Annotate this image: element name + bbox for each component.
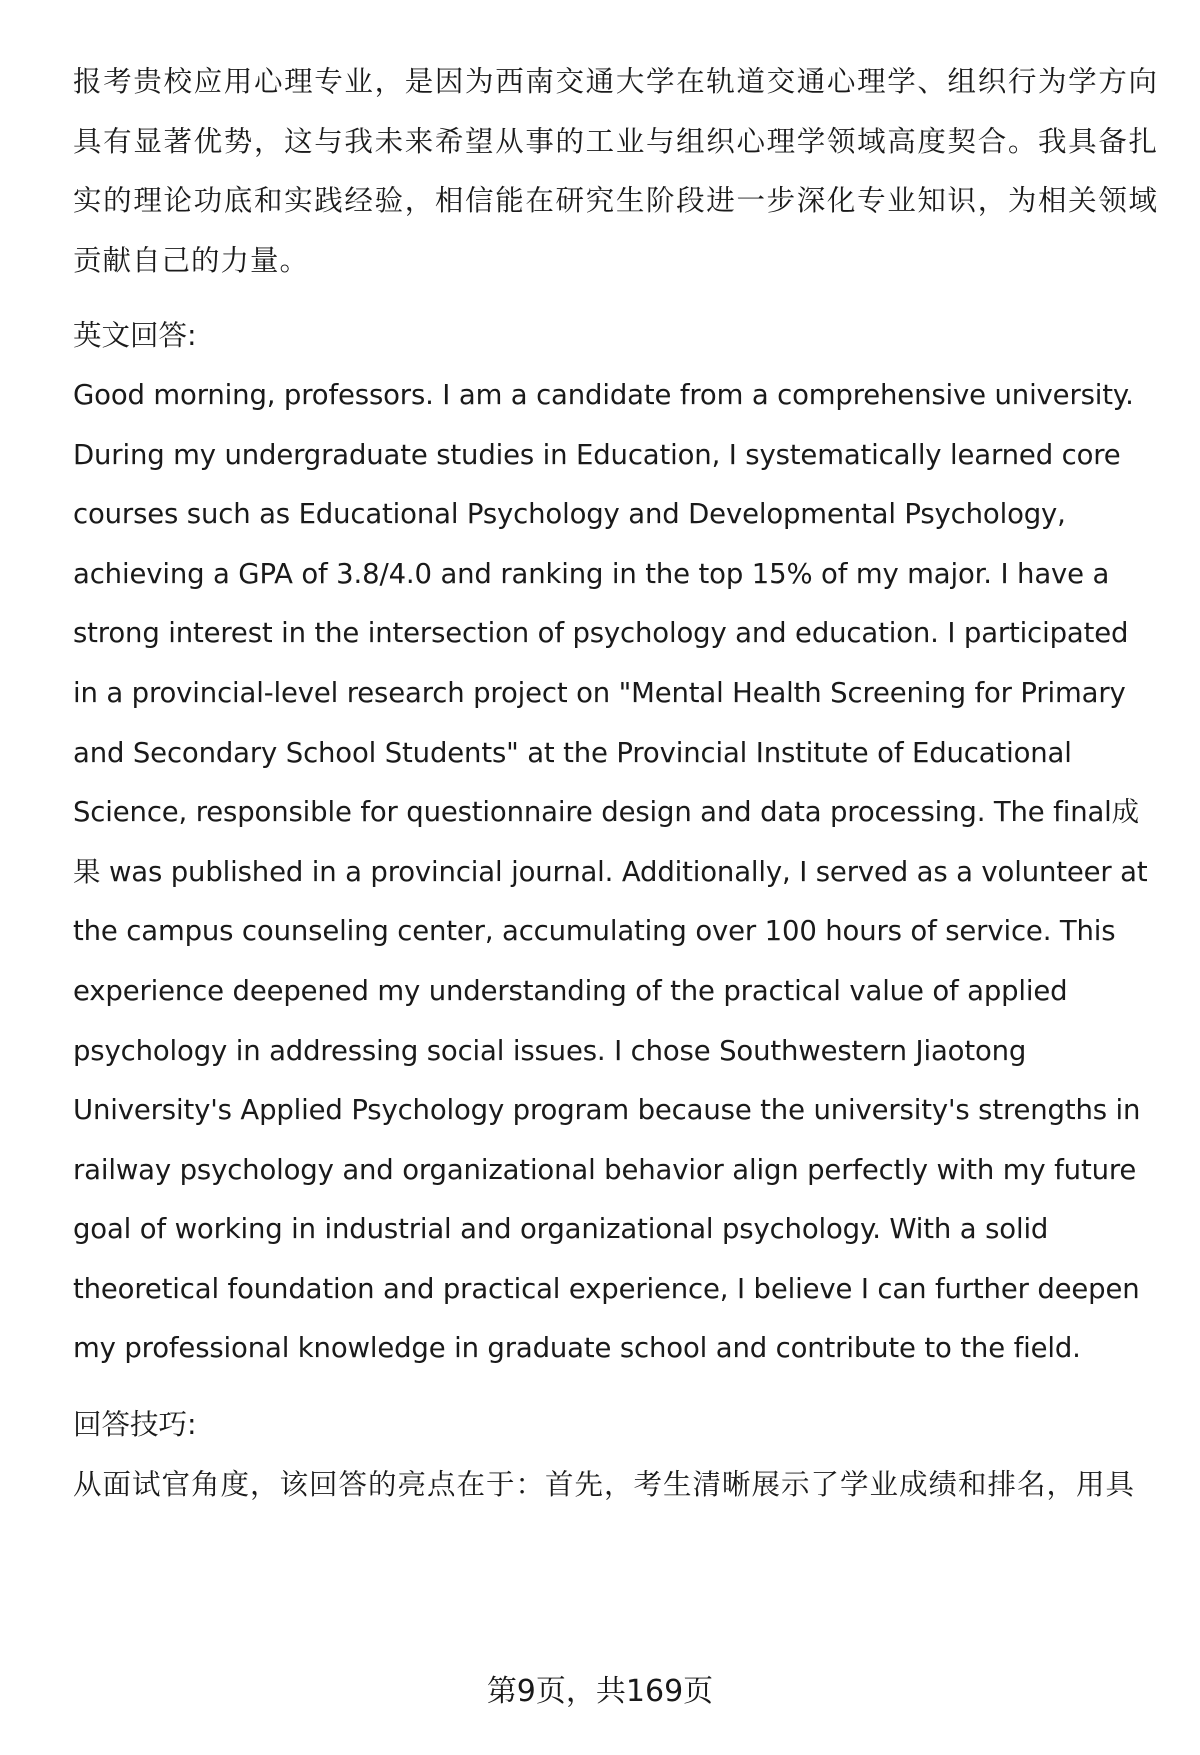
paragraph-chinese-intro: 报考贵校应用心理专业，是因为西南交通大学在轨道交通心理学、组织行为学方向具有显著优势，这与我未来希望从事的工业与组织心理学领域高度契合。我具备扎实的理论功底和实践经验，相信能在研究生阶段进一步深化专业知识，为相关领域贡献自己的力量。 [73, 65, 1158, 277]
page-content [73, 52, 1158, 1514]
english-answer-label: 英文回答: [73, 319, 197, 353]
tips-paragraph: 从面试官角度，该回答的亮点在于：首先，考生清晰展示了学业成绩和排名，用具 [73, 1467, 1136, 1501]
page-number-footer: 第9页，共169页 [486, 1674, 714, 1709]
english-answer-paragraph: Good morning, professors. I am a candidate from a comprehensive university. During my undergraduate studies in Education, I systematically learned core courses such as Educational Psychology and Developmental Psychology, achieving a GPA of 3.8/4.0 and ranking in the top 15% of my major. I have a strong interest in the intersection of psychology and education. I participated in a provincial-level research project on "Mental Health Screening for Primary and Secondary School Students" at the Provincial Institute of Educational Science, responsible for questionnaire design and data processing. The final成果 was published in a provincial journal. Additionally, I served as a volunteer at the campus counseling center, accumulating over 100 hours of service. This experience deepened my understanding of the practical value of applied psychology in addressing social issues. I chose Southwestern Jiaotong University's Applied Psychology program because the university's strengths in railway psychology and organizational behavior align perfectly with my future goal of working in industrial and organizational psychology. With a solid theoretical foundation and practical experience, I believe I can further deepen my professional knowledge in graduate school and contribute to the field. [73, 378, 1148, 1365]
tips-label: 回答技巧: [73, 1408, 197, 1442]
